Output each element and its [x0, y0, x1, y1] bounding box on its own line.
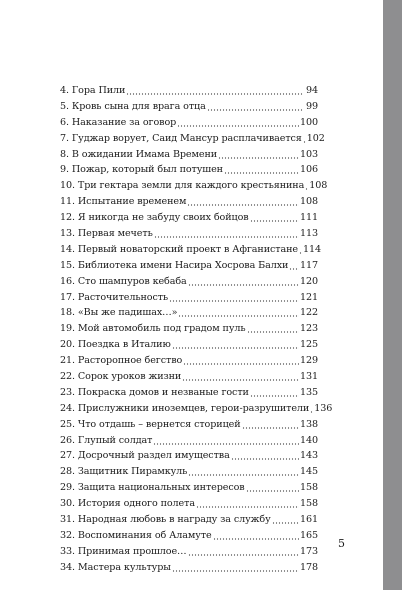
- toc-entry-page: 117: [299, 259, 318, 271]
- toc-entry: [60, 337, 318, 353]
- toc-dot-leader: [153, 443, 299, 445]
- toc-entry-title: 21. Расторопное бегство: [60, 355, 183, 367]
- toc-entry-page: 108: [299, 196, 318, 208]
- toc-dot-leader: [250, 220, 299, 222]
- toc-dot-leader: [218, 157, 299, 159]
- toc-entry-title: 17. Расточительность: [60, 291, 169, 303]
- toc-entry: [60, 385, 318, 401]
- toc-entry-page: 135: [299, 386, 318, 398]
- toc-entry-page: 100: [299, 116, 318, 128]
- toc-entry-title: 24. Прислужники иноземцев, герои-разрушители: [60, 402, 310, 414]
- toc-entry: [60, 99, 318, 115]
- toc-entry-title: 4. Гора Пили: [60, 85, 126, 96]
- toc-entry-page: 178: [299, 561, 318, 573]
- toc-entry-title: 19. Мой автомобиль под градом пуль: [60, 323, 246, 335]
- toc-entry: [60, 226, 318, 242]
- toc-entry-page: 140: [299, 434, 318, 446]
- toc-entry-page: 165: [299, 529, 318, 541]
- toc-entry-page: 145: [299, 466, 318, 478]
- toc-entry-page: 138: [299, 418, 318, 430]
- toc-entry-title: 34. Мастера культуры: [60, 561, 171, 573]
- toc-entry-page: 102: [306, 132, 325, 144]
- toc-dot-leader: [172, 347, 299, 349]
- toc-entry-title: 9. Пожар, который был потушен: [60, 164, 223, 176]
- toc-entry-page: 121: [299, 291, 318, 303]
- toc-entry: [60, 544, 318, 560]
- toc-dot-leader: [126, 93, 303, 95]
- toc-entry-page: 99: [305, 100, 318, 112]
- toc-entry: [60, 417, 318, 433]
- toc-dot-leader: [207, 109, 303, 111]
- toc-entry-title: 30. История одного полета: [60, 498, 195, 510]
- toc-dot-leader: [303, 141, 306, 143]
- toc-entry: [60, 210, 318, 226]
- toc-dot-leader: [196, 506, 299, 508]
- toc-dot-leader: [310, 411, 313, 413]
- toc-dot-leader: [242, 427, 299, 429]
- toc-entry: [60, 194, 318, 210]
- toc-entry: [60, 496, 318, 512]
- toc-entry-title: 5. Кровь сына для врага отца: [60, 100, 206, 112]
- toc-dot-leader: [188, 284, 299, 286]
- toc-entry: [60, 480, 318, 496]
- toc-entry-title: 10. Три гектара земли для каждого крестьянина: [60, 180, 305, 192]
- toc-entry-title: 18. «Вы же падишах…»: [60, 307, 178, 319]
- toc-dot-leader: [188, 474, 299, 476]
- toc-entry-page: 108: [309, 180, 328, 192]
- toc-entry-page: 103: [299, 148, 318, 160]
- toc-entry: [60, 512, 318, 528]
- toc-entry-page: 161: [299, 514, 318, 526]
- toc-entry: [60, 115, 318, 131]
- toc-dot-leader: [172, 570, 299, 572]
- toc-entry: [60, 178, 328, 194]
- toc-entry-page: 94: [305, 85, 318, 96]
- toc-dot-leader: [224, 172, 299, 174]
- toc-entry-title: 11. Испытание временем: [60, 196, 187, 208]
- toc-entry-title: 33. Принимая прошлое…: [60, 545, 187, 557]
- toc-entry-page: 158: [299, 482, 318, 494]
- toc-dot-leader: [213, 538, 299, 540]
- toc-entry: [60, 162, 318, 178]
- toc-entry-title: 28. Защитник Пирамкуль: [60, 466, 188, 478]
- toc-entry: [60, 131, 325, 147]
- toc-dot-leader: [183, 363, 299, 365]
- toc-dot-leader: [289, 268, 299, 270]
- toc-entry-page: 123: [299, 323, 318, 335]
- toc-entry-page: 120: [299, 275, 318, 287]
- toc-entry-page: 136: [314, 402, 333, 414]
- toc-dot-leader: [247, 331, 299, 333]
- toc-entry-page: 129: [299, 355, 318, 367]
- toc-entry-title: 7. Гуджар ворует, Саид Мансур расплачивается: [60, 132, 302, 144]
- toc-entry: [60, 305, 318, 321]
- toc-entry-page: 113: [299, 228, 318, 240]
- toc-entry-title: 22. Сорок уроков жизни: [60, 371, 182, 383]
- toc-dot-leader: [178, 315, 299, 317]
- toc-entry-title: 14. Первый новаторский проект в Афганистане: [60, 243, 298, 255]
- toc-entry-page: 158: [299, 498, 318, 510]
- toc-entry-page: 125: [299, 339, 318, 351]
- page-edge-shadow: [383, 0, 402, 590]
- toc-dot-leader: [246, 490, 299, 492]
- toc-entry-title: 8. В ожидании Имама Времени: [60, 148, 218, 160]
- toc-entry: [60, 321, 318, 337]
- toc-entry-title: 23. Покраска домов и незваные гости: [60, 386, 249, 398]
- toc-entry: [60, 401, 333, 417]
- toc-entry-title: 13. Первая мечеть: [60, 228, 153, 240]
- toc-entry-page: 111: [299, 212, 318, 224]
- toc-entry: [60, 83, 318, 99]
- page-number: 5: [338, 537, 345, 550]
- toc-dot-leader: [305, 188, 308, 190]
- toc-entry-page: 106: [299, 164, 318, 176]
- toc-dot-leader: [188, 554, 299, 556]
- toc-entry: [60, 433, 318, 449]
- toc-entry: [60, 528, 318, 544]
- toc-entry-title: 31. Народная любовь в награду за службу: [60, 514, 271, 526]
- toc-entry: [60, 242, 321, 258]
- toc-entry-page: 122: [299, 307, 318, 319]
- toc-dot-leader: [177, 125, 299, 127]
- toc-entry: [60, 369, 318, 385]
- toc-entry-page: 131: [299, 371, 318, 383]
- toc-dot-leader: [231, 458, 299, 460]
- toc-entry: [60, 290, 318, 306]
- toc-entry-title: 16. Сто шампуров кебаба: [60, 275, 187, 287]
- toc-entry: [60, 353, 318, 369]
- toc-entry-title: 15. Библиотека имени Насира Хосрова Балхи: [60, 259, 289, 271]
- toc-dot-leader: [250, 395, 299, 397]
- toc-entry-page: 143: [299, 450, 318, 462]
- toc-dot-leader: [169, 300, 299, 302]
- toc-entry-title: 25. Что отдашь – вернется сторицей: [60, 418, 241, 430]
- toc-entry-title: 12. Я никогда не забуду своих бойцов: [60, 212, 249, 224]
- toc-entry: [60, 560, 318, 576]
- table-of-contents: [60, 83, 333, 576]
- toc-dot-leader: [272, 522, 299, 524]
- toc-entry-title: 20. Поездка в Италию: [60, 339, 171, 351]
- toc-entry: [60, 464, 318, 480]
- toc-entry: [60, 147, 318, 163]
- toc-entry: [60, 448, 318, 464]
- toc-dot-leader: [299, 252, 302, 254]
- toc-dot-leader: [182, 379, 299, 381]
- toc-entry-title: 29. Защита национальных интересов: [60, 482, 245, 494]
- toc-entry-page: 114: [302, 243, 321, 255]
- toc-entry-title: 32. Воспоминания об Аламуте: [60, 529, 212, 541]
- toc-entry: [60, 258, 318, 274]
- toc-entry-title: 26. Глупый солдат: [60, 434, 153, 446]
- toc-entry-title: 27. Досрочный раздел имущества: [60, 450, 230, 462]
- toc-entry: [60, 274, 318, 290]
- toc-entry-page: 173: [299, 545, 318, 557]
- toc-dot-leader: [187, 204, 299, 206]
- toc-dot-leader: [154, 236, 299, 238]
- toc-entry-title: 6. Наказание за оговор: [60, 116, 177, 128]
